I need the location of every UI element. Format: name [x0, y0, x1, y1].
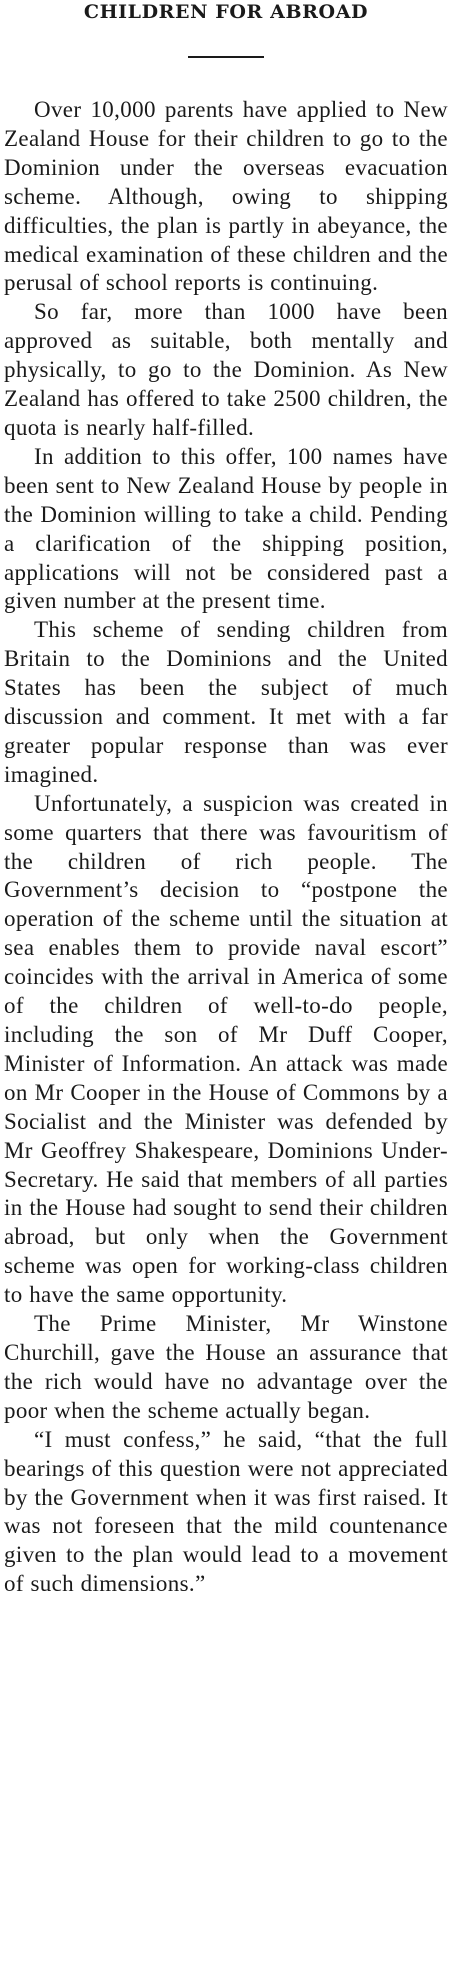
paragraph-4: This scheme of sending children from Britain to the Dominions and the United States has been the subject of much discussion and comment. It met with a far greater popular response than was ever imagined.: [4, 617, 448, 787]
paragraph-7: “I must confess,” he said, “that the full bearings of this question were not appreciated by the Government when it was first raised. It was not foreseen that the mild countenance given to the plan would lead to a movement of such dimensions.”: [4, 1426, 448, 1597]
paragraph-2: So far, more than 1000 have been approved as suitable, both mentally and physically, to go to the Dominion. As New Zealand has offered to take 2500 children, the quota is nearly half-filled.: [4, 299, 448, 440]
article-body: [4, 96, 448, 1599]
paragraph-3: In addition to this offer, 100 names have been sent to New Zealand House by people in the Dominion willing to take a child. Pending a clarification of the shipping position, applications will not be considered past a given number at the present time.: [4, 443, 448, 614]
paragraph-1: Over 10,000 parents have applied to New Zealand House for their children to go to the Dominion under the overseas evacuation scheme. Although, owing to shipping difficulties, the plan is partly in abeyance, the medical examination of these children and the perusal of school reports is continuing.: [4, 97, 448, 296]
headline-divider: [188, 56, 264, 58]
paragraph-5: Unfortunately, a suspicion was created in some quarters that there was favouritism of the children of rich people. The Government’s decision to “postpone the operation of the scheme until the situation at sea enables them to provide naval escort” coincides with the arrival in America of some of the children of well-to-do people, including the son of Mr Duff Cooper, Minister of Information. An attack was made on Mr Cooper in the House of Commons by a Socialist and the Minister was defended by Mr Geoffrey Shakespeare, Dominions Under-Secretary. He said that members of all parties in the House had sought to send their children abroad, but only when the Government scheme was open for working-class children to have the same opportunity.: [4, 790, 448, 1308]
headline: CHILDREN FOR ABROAD: [83, 1, 369, 23]
paragraph-6: The Prime Minister, Mr Winstone Churchill, gave the House an assurance that the rich would have no advantage over the poor when the scheme actually began.: [4, 1311, 448, 1423]
